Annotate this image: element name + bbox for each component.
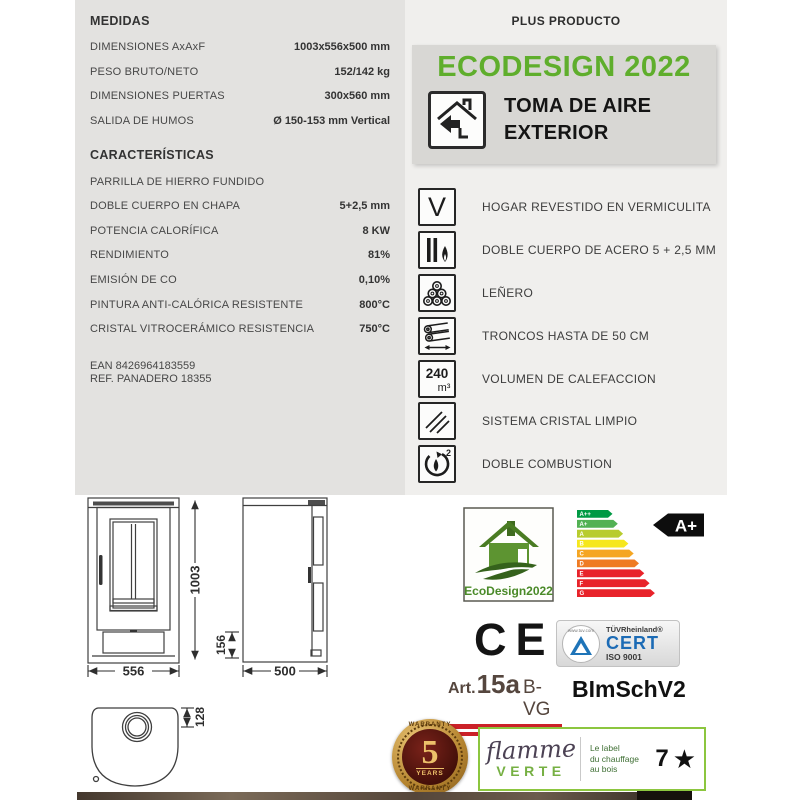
vermiculite-icon — [418, 188, 456, 226]
svg-text:240: 240 — [425, 365, 449, 381]
side-depth-dim: 500 — [274, 663, 296, 679]
spec-value: 0,10% — [358, 274, 390, 287]
spec-value: 81% — [367, 249, 390, 262]
photo-strip-dark-block — [637, 791, 692, 800]
tuv-brand: TÜVRheinland® — [606, 624, 663, 634]
flue-offset-dim: 128 — [193, 706, 207, 728]
bimschv2-mark: BImSchV2 — [572, 676, 686, 702]
energy-efficiency-label — [577, 509, 709, 602]
tuv-cert-text: CERT — [606, 633, 659, 653]
spec-row — [90, 60, 390, 85]
spec-value: Ø 150-153 mm Vertical — [273, 115, 390, 128]
spec-value: 5+2,5 mm — [339, 200, 390, 213]
log-store-icon — [418, 274, 456, 312]
plus-title: PLUS PRODUCTO — [511, 14, 621, 28]
svg-text:A: A — [579, 531, 584, 538]
svg-text:A+: A+ — [579, 521, 588, 528]
feature-row: 2 DOBLE COMBUSTION — [418, 443, 718, 486]
spec-row — [90, 109, 390, 134]
spec-row — [90, 169, 390, 194]
plus-panel — [405, 0, 727, 495]
spec-row — [90, 243, 390, 268]
feature-row: TRONCOS HASTA DE 50 CM — [418, 314, 718, 357]
svg-text:C: C — [579, 551, 584, 558]
air-intake-house-icon — [428, 91, 486, 149]
front-height-dim: 1003 — [187, 565, 203, 595]
verte-caps-text: VERTE — [496, 763, 566, 779]
svg-text:E: E — [579, 571, 584, 578]
flamme-script-text: flamme — [485, 734, 577, 766]
side-view — [243, 498, 327, 662]
warranty-years: YEARS — [416, 769, 444, 777]
svg-text:A++: A++ — [579, 512, 591, 518]
tuv-triangle-icon — [570, 636, 592, 655]
specs-panel — [75, 0, 405, 495]
caracteristicas-title: CARACTERÍSTICAS — [90, 148, 214, 163]
svg-text:D: D — [579, 561, 584, 568]
spec-value: 300x560 mm — [324, 90, 390, 103]
svg-text:2: 2 — [446, 448, 452, 459]
svg-text:G: G — [579, 591, 585, 598]
front-width-dim: 556 — [122, 663, 145, 679]
spec-value: 8 KW — [362, 224, 390, 237]
svg-text:EcoDesign2022: EcoDesign2022 — [464, 584, 553, 598]
spec-label: PARRILLA DE HIERRO FUNDIDO — [90, 175, 265, 188]
tuv-iso-text: ISO 9001 — [606, 652, 642, 662]
energy-band — [577, 579, 650, 587]
star-icon: ★ — [672, 744, 696, 774]
svg-text:F: F — [579, 581, 584, 588]
energy-band — [577, 589, 655, 597]
clean-glass-icon — [418, 402, 456, 440]
spec-label: DIMENSIONES AxAxF — [90, 41, 206, 54]
spec-value: 152/142 kg — [334, 65, 390, 78]
log-length-icon — [418, 317, 456, 355]
spec-row — [90, 317, 390, 342]
front-view — [88, 498, 179, 663]
spec-row — [90, 219, 390, 244]
spec-label: PESO BRUTO/NETO — [90, 65, 199, 78]
feature-row: SISTEMA CRISTAL LIMPIO — [418, 400, 718, 443]
flamme-star-count: 7 — [655, 745, 669, 772]
energy-bars — [577, 510, 655, 597]
heating-volume-icon — [418, 360, 456, 398]
warranty-5-years-badge: WARRANTY 5 YEARS WARRANTY — [392, 719, 468, 795]
spec-row — [90, 194, 390, 219]
double-combustion-icon — [418, 445, 456, 483]
feature-row: LEÑERO — [418, 272, 718, 315]
spec-label: DOBLE CUERPO EN CHAPA — [90, 200, 241, 213]
spec-label: PINTURA ANTI-CALÓRICA RESISTENTE — [90, 298, 303, 311]
tuv-cert-badge — [556, 620, 680, 667]
spec-label: EMISIÓN DE CO — [90, 274, 177, 287]
medidas-title: MEDIDAS — [90, 14, 150, 28]
spec-label: SALIDA DE HUMOS — [90, 115, 194, 128]
energy-band — [577, 550, 634, 558]
spec-row — [90, 84, 390, 109]
svg-text:m³: m³ — [437, 381, 451, 394]
warranty-number: 5 — [421, 733, 439, 771]
feature-row: DOBLE CUERPO DE ACERO 5 + 2,5 MM — [418, 229, 718, 272]
spec-row — [90, 292, 390, 317]
spec-value: 750°C — [359, 323, 390, 336]
ce-mark: CE — [474, 614, 555, 665]
spec-row — [90, 268, 390, 293]
art-15a-bvg-mark: Art. 15a B-VG — [448, 669, 562, 736]
spec-row — [90, 35, 390, 60]
dimension-lines — [88, 501, 327, 728]
ecodesign-callout — [412, 45, 716, 164]
energy-band — [577, 560, 639, 568]
flamme-tagline: Le label du chauffage au bois — [589, 743, 639, 775]
ecodesign-headline: ECODESIGN 2022 — [437, 51, 691, 83]
ean-code: EAN 8426964183559 — [90, 359, 196, 372]
spec-label: CRISTAL VITROCERÁMICO RESISTENCIA — [90, 323, 315, 336]
drawer-height-dim: 156 — [214, 634, 228, 656]
air-intake-text: TOMA DE AIRE EXTERIOR — [504, 95, 652, 144]
energy-band — [577, 540, 628, 548]
ref-code: REF. PANADERO 18355 — [90, 373, 212, 386]
svg-text:B: B — [579, 541, 584, 548]
flamme-verte-label — [478, 727, 706, 791]
spec-label: DIMENSIONES PUERTAS — [90, 90, 225, 103]
energy-rating-badge — [653, 514, 704, 537]
spec-value: 1003x556x500 mm — [293, 41, 390, 54]
energy-band — [577, 530, 623, 538]
spec-label: POTENCIA CALORÍFICA — [90, 224, 219, 237]
energy-band — [577, 569, 644, 577]
spec-value: 800°C — [359, 298, 390, 311]
feature-list — [418, 186, 718, 486]
product-codes — [90, 360, 390, 387]
svg-text:A+: A+ — [674, 516, 698, 536]
divider — [580, 737, 581, 781]
svg-text:V: V — [427, 192, 447, 223]
technical-drawing — [75, 495, 405, 800]
ecodesign-2022-logo — [463, 507, 554, 602]
photo-strip — [77, 792, 691, 800]
double-steel-body-icon — [418, 231, 456, 269]
top-view — [92, 708, 178, 786]
spec-label: RENDIMIENTO — [90, 249, 170, 262]
feature-row: 240 m³ VOLUMEN DE CALEFACCION — [418, 357, 718, 400]
feature-row: V HOGAR REVESTIDO EN VERMICULITA — [418, 186, 718, 229]
tuv-circle-icon: www.tuv.com — [562, 625, 600, 663]
